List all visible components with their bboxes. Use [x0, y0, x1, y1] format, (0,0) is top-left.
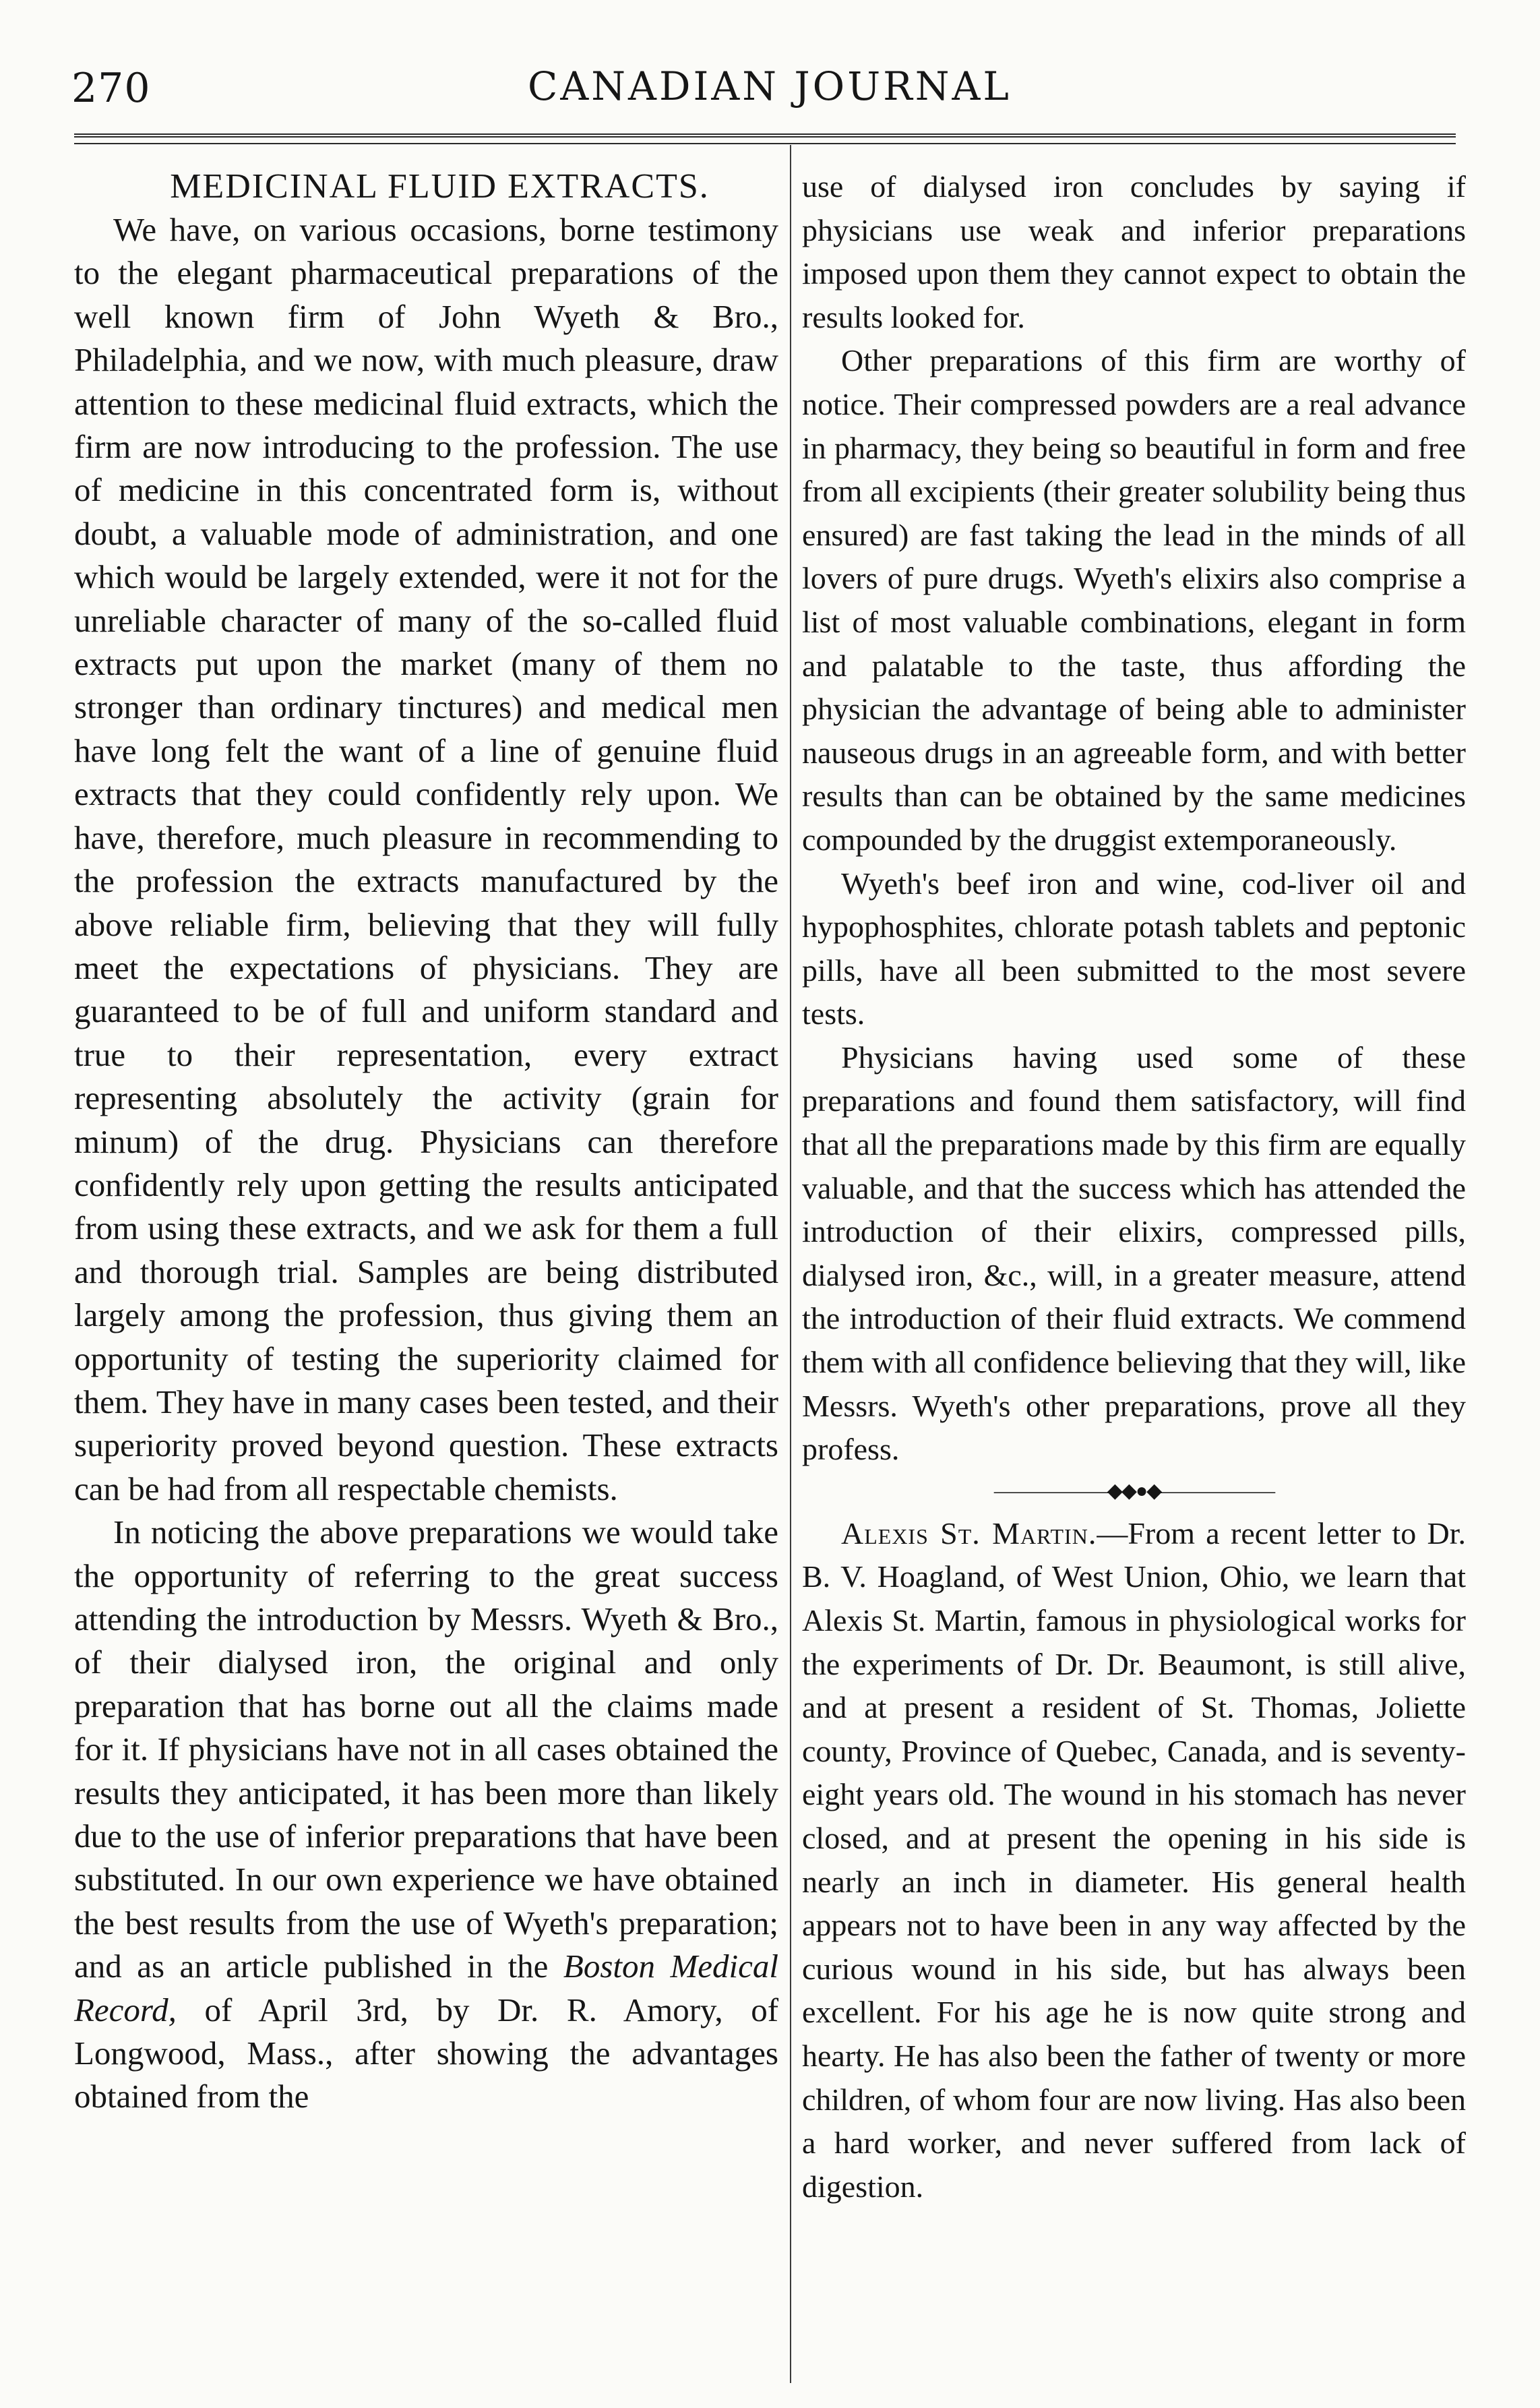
news-item-paragraph — [802, 1512, 1466, 2209]
article-title: MEDICINAL FLUID EXTRACTS. — [170, 167, 710, 206]
header-rule — [74, 133, 1456, 138]
page-header — [62, 62, 1477, 116]
article-paragraph: Physicians having used some of these preparations and found them satisfactory, will find that all the preparations made by this firm are equally valuable, and that the success which has attended the introduction of their elixirs, compressed pills, dialysed iron, &c., will, in a greater measure, attend the introduction of their fluid extracts. We commend them with all confidence believing that they will, like Messrs. Wyeth's other preparations, prove all they profess. — [802, 1040, 1466, 1467]
news-item-body: —From a recent letter to Dr. B. V. Hoagland, of West Union, Ohio, we learn that Alexis St. Martin, famous in physiological works for the experiments of Dr. Dr. Beaumont, is still alive, and at present a resident of St. Thomas, Joliette county, Province of Quebec, Canada, and is seventy-eight years old. The wound in his stomach has never closed, and at present the opening in his side is nearly an inch in diameter. His general health appears not to have been in any way affected by the curious wound in his side, but has always been excellent. For his age he is now quite strong and hearty. He has also been the father of twenty or more children, of whom four are now living. Has also been a hard worker, and never suffered from lack of digestion. — [802, 1515, 1466, 2204]
paragraph-text: of April 3rd, by Dr. R. Amory, of Longwood, Mass., after showing the advantages obtained from the — [74, 1991, 779, 2115]
article-paragraph: Wyeth's beef iron and wine, cod-liver oil and hypophosphites, chlorate potash tablets and peptonic pills, have all been submitted to the most severe tests. — [802, 866, 1466, 1031]
paragraph-text: In noticing the above preparations we would take the opportunity of referring to the great success attending the introduction by Messrs. Wyeth & Bro., of their dialysed iron, the original and only preparation that has borne out all the claims made for it. If physicians have not in all cases obtained the results they anticipated, it has been more than likely due to the use of inferior preparations that have been substituted. In our own experience we have obtained the best results from the use of Wyeth's preparation; and as an article published in the — [74, 1513, 778, 1985]
left-column — [74, 165, 778, 2119]
news-item-lead: Alexis St. Martin. — [841, 1515, 1097, 1551]
column-divider — [790, 145, 791, 2383]
article-paragraph: We have, on various occasions, borne testimony to the elegant pharmaceutical preparations of the well known firm of John Wyeth & Bro., Philadelphia, and we now, with much pleasure, draw attention to these medicinal fluid extracts, which the firm are now introducing to the profession. The use of medicine in this concentrated form is, without doubt, a valuable mode of administration, and one which would be largely extended, were it not for the unreliable character of many of the so-called fluid extracts put upon the market (many of them no stronger than ordinary tinctures) and medical men have long felt the want of a line of genuine fluid extracts that they could confidently rely upon. We have, therefore, much pleasure in recommending to the profession the extracts manufactured by the above reliable firm, believing that they will fully meet the expectations of physicians. They are guaranteed to be of full and uniform standard and true to their representation, every extract representing absolutely the activity (grain for minum) of the drug. Physicians can therefore confidently rely upon getting the results anticipated from using these extracts, and we ask for them a full and thorough trial. Samples are being distributed largely among the profession, thus giving them an opportunity of testing the superiority claimed for them. They have in many cases been tested, and their superiority proved beyond question. These extracts can be had from all respectable chemists. — [74, 211, 778, 1507]
article-paragraph: Other preparations of this firm are worthy of notice. Their compressed powders are a real advance in pharmacy, they being so beautiful in form and free from all excipients (their greater solubility being thus ensured) are fast taking the lead in the minds of all lovers of pure drugs. Wyeth's elixirs also comprise a list of most valuable combinations, elegant in form and palatable to the taste, thus affording the physician the advantage of being able to administer nauseous drugs in an agreeable form, and with better results than can be obtained by the same medicines compounded by the druggist extemporaneously. — [802, 343, 1466, 857]
running-head: CANADIAN JOURNAL — [528, 63, 1012, 109]
section-ornament: ——————◆◆●◆—————— — [993, 1479, 1274, 1502]
right-column — [802, 165, 1466, 2208]
article-paragraph — [74, 1511, 778, 2119]
page-number: 270 — [71, 65, 151, 112]
article-paragraph-continued: use of dialysed iron concludes by saying if physicians use weak and inferior preparations imposed upon them they cannot expect to obtain the results looked for. — [802, 169, 1466, 334]
journal-title: Boston Medical Record, — [74, 1948, 778, 2028]
header-rule-thin — [74, 143, 1456, 144]
